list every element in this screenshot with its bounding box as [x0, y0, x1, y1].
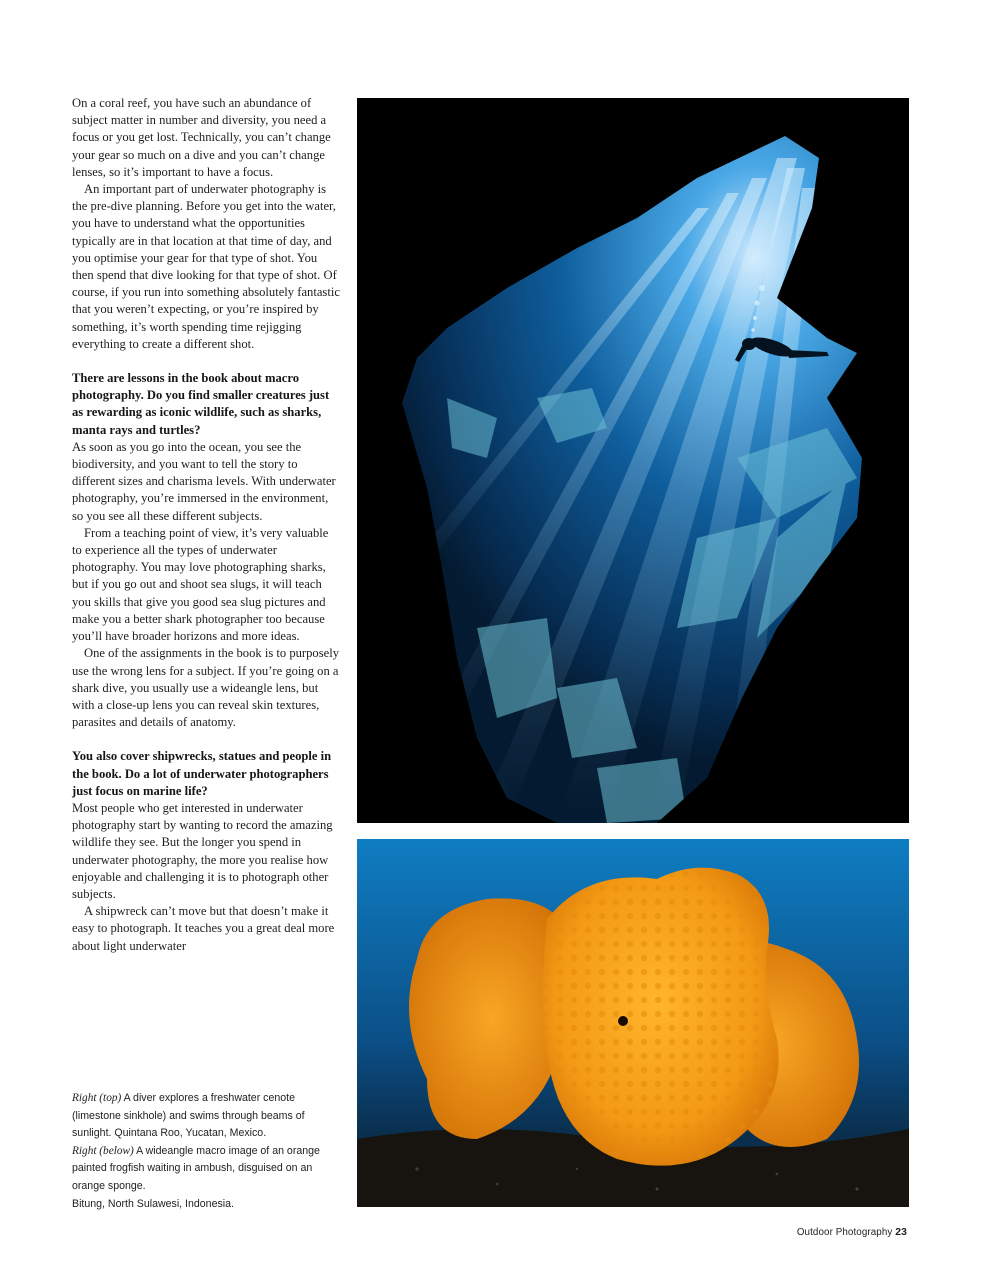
body-paragraph: As soon as you go into the ocean, you see the biodiversity, and you want to tell the story to different sizes and charisma levels. With underwater photography, you’re immersed in the environment, so you see all these different subjects. [72, 439, 336, 523]
article-section [72, 95, 340, 353]
article-section [72, 370, 340, 731]
body-paragraph: An important part of underwater photography is the pre-dive planning. Before you get into the water, you have to understand what the opportunities typically are in that location at that time of day, and you optimise your gear for that type of shot. You then spend that dive looking for that type of shot. Of course, if you run into something absolutely fantastic that you weren’t expecting, or you’re inspired by something, it’s worth spending time rejigging everything to create a different shot. [72, 182, 340, 351]
body-paragraph: Most people who get interested in underwater photography start by wanting to record the amazing wildlife they see. But the longer you spend in underwater photography, the more you realise how enjoyable and challenging it is to photograph other subjects. [72, 800, 333, 901]
body-paragraph: On a coral reef, you have such an abundance of subject matter in number and diversity, you need a focus or you get lost. Technically, you can’t change your gear so much on a dive and you can’t change lenses, so it’s important to have a focus. [72, 96, 331, 179]
body-paragraph: One of the assignments in the book is to purposely use the wrong lens for a subject. If you’re going on a shark dive, you usually use a wideangle lens, but with a close-up lens you can reveal skin textures, parasites and details of anatomy. [72, 646, 339, 730]
caption-top-lead: Right (top) [72, 1092, 122, 1104]
caption-top-text: A diver explores a freshwater cenote (limestone sinkhole) and swims through beams of sunlight. Quintana Roo, Yucatan, Mexico. [72, 1092, 305, 1140]
body-paragraph: A shipwreck can’t move but that doesn’t make it easy to photograph. It teaches you a great deal more about light underwater [72, 904, 335, 953]
photo-frogfish [357, 839, 909, 1207]
caption-bottom-location: Bitung, North Sulawesi, Indonesia. [72, 1197, 234, 1210]
caption-top [72, 1090, 340, 1143]
cenote-illustration [357, 98, 909, 823]
article-body [72, 95, 340, 955]
page-number: 23 [895, 1227, 907, 1238]
photo-caption [72, 1090, 340, 1213]
caption-bottom-text: A wideangle macro image of an orange painted frogfish waiting in ambush, disguised on an orange sponge. [72, 1144, 320, 1192]
photo-cenote-diver [357, 98, 909, 823]
body-paragraph: From a teaching point of view, it’s very valuable to experience all the types of underwater photography. You may love photographing sharks, but if you go out and shoot sea slugs, it will teach you skills that give you good sea slug pictures and make you a better shark photographer too because you’ll have broader horizons and more ideas. [72, 525, 329, 644]
interview-question: There are lessons in the book about macro photography. Do you find smaller creatures just as rewarding as iconic wildlife, such as sharks, manta rays and turtles? [72, 371, 330, 437]
caption-bottom-lead: Right (below) [72, 1144, 134, 1157]
article-section [72, 748, 340, 954]
magazine-name: Outdoor Photography [796, 1227, 893, 1238]
interview-question: You also cover shipwrecks, statues and people in the book. Do a lot of underwater photographers just focus on marine life? [72, 749, 332, 798]
frogfish-eye [618, 1016, 628, 1026]
page-footer [797, 1227, 907, 1238]
frogfish-illustration [357, 839, 909, 1207]
caption-bottom [72, 1143, 340, 1196]
